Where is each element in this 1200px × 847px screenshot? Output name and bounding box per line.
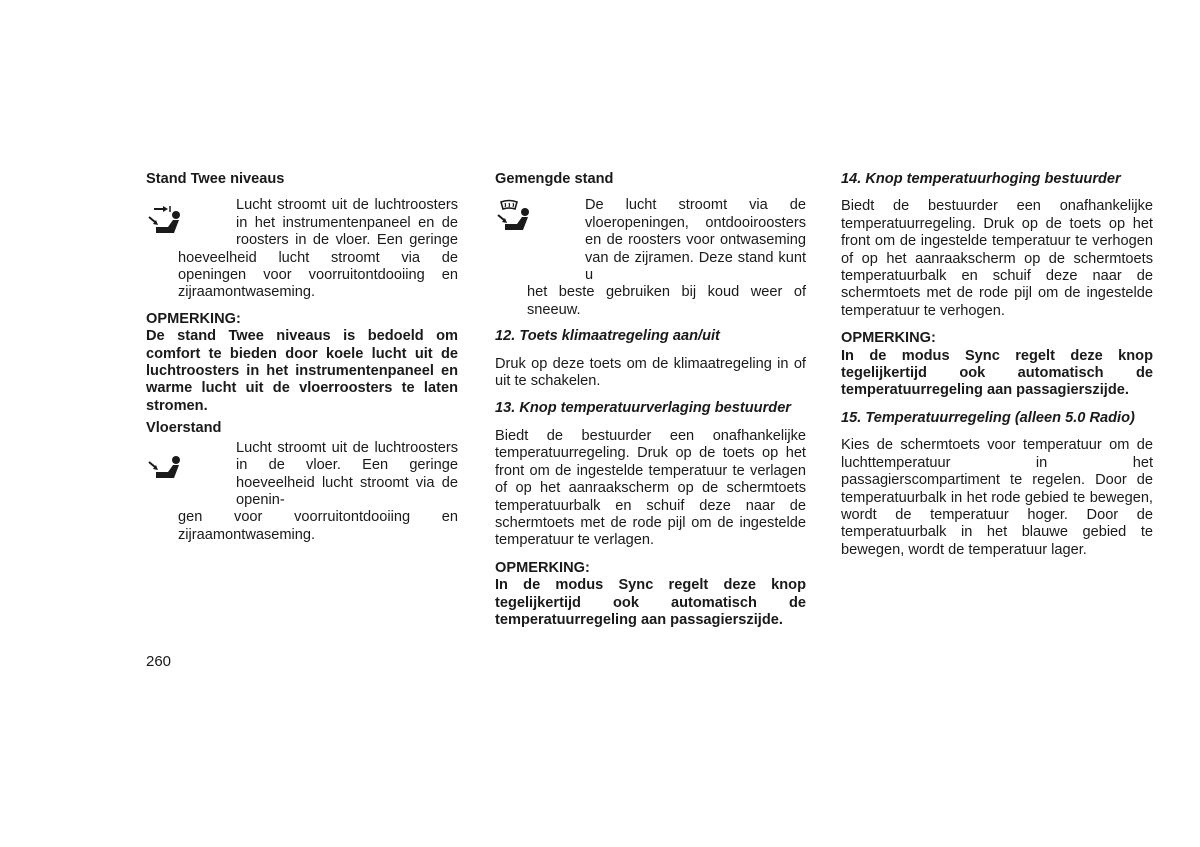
note-heading: OPMERKING:	[841, 330, 936, 347]
column-left	[146, 171, 458, 553]
floor-text-first: Lucht stroomt uit de luchtroosters in de vloer. Een geringe hoeveelheid lucht stroomt via de openin-	[236, 439, 458, 508]
note-heading: OPMERKING:	[495, 559, 590, 576]
bi-level-text-rest: hoeveelheid lucht stroomt via de openingen voor voorruitontdooiing en zijraamontwaseming.	[178, 249, 458, 301]
mixed-text-rest: het beste gebruiken bij koud weer of sneeuw.	[527, 284, 806, 318]
item-15-text: Kies de schermtoets voor temperatuur om de luchttemperatuur in het passagierscompartiment te regelen. Door de temperatuurbalk in het rode gebied te bewegen, wordt de temperatuur hoger. Door de temperatuurbalk in het blauwe gebied te bewegen, wordt de temperatuur lager.	[841, 437, 1153, 558]
item-13-text: Biedt de bestuurder een onafhankelijke temperatuurregeling. Druk op de toets op het front om de ingestelde temperatuur te verlagen of op het aanraakscherm op de schermtoets temperatuurbalk en schuif deze naar de schermtoets met de rode pijl om de ingestelde temperatuur te verlagen.	[495, 427, 806, 549]
item-14-text: Biedt de bestuurder een onafhankelijke temperatuurregeling. Druk op de toets op het front om de ingestelde temperatuur te verhogen of op het aanraakscherm op de schermtoets temperatuurbalk en schuif deze naar de schermtoets met de rode pijl om de ingestelde temperatuur te verhogen.	[841, 198, 1153, 319]
floor-vent-icon	[146, 450, 186, 486]
heading-vloerstand: Vloerstand	[146, 420, 222, 437]
note-text: In de modus Sync regelt deze knop tegelijkertijd ook automatisch de temperatuurregeling aan passagierszijde.	[841, 347, 1153, 399]
bi-level-vent-icon	[146, 203, 186, 239]
bi-level-text-first: Lucht stroomt uit de luchtroosters in het instrumentenpaneel en de roosters in de vloer. Een geringe	[236, 197, 458, 249]
heading-item-13: 13. Knop temperatuurverlaging bestuurder	[495, 400, 791, 417]
heading-item-15: 15. Temperatuurregeling (alleen 5.0 Radio)	[841, 409, 1135, 426]
floor-text-rest-2: zijraamontwaseming.	[178, 526, 316, 543]
heading-item-14: 14. Knop temperatuurhoging bestuurder	[841, 171, 1121, 187]
note-heading: OPMERKING:	[146, 310, 241, 327]
item-12-text: Druk op deze toets om de klimaatregeling in of uit te schakelen.	[495, 355, 806, 390]
mixed-text-first: De lucht stroomt via de vloeropeningen, ontdooiroosters en de roosters voor ontwaseming van de zijramen. Deze stand kunt u	[585, 197, 806, 284]
mixed-paragraph	[495, 197, 806, 319]
heading-gemengde-stand: Gemengde stand	[495, 171, 614, 187]
floor-text-rest-1: gen voor voorruitontdooiing en	[178, 509, 458, 526]
floor-paragraph	[146, 440, 458, 544]
note-text: In de modus Sync regelt deze knop tegelijkertijd ook automatisch de temperatuurregeling aan passagierszijde.	[495, 577, 806, 628]
column-middle	[495, 171, 806, 634]
note-text: De stand Twee niveaus is bedoeld om comfort te bieden door koele lucht uit de luchtroosters in het instrumentenpaneel en warme lucht uit de vloerroosters te laten stromen.	[146, 328, 458, 414]
bi-level-paragraph	[146, 197, 458, 301]
heading-item-12: 12. Toets klimaatregeling aan/uit	[495, 328, 720, 345]
mix-mode-defrost-icon	[495, 199, 535, 235]
heading-stand-twee-niveaus: Stand Twee niveaus	[146, 171, 285, 187]
column-right	[841, 171, 1153, 569]
page-number: 260	[146, 653, 172, 670]
